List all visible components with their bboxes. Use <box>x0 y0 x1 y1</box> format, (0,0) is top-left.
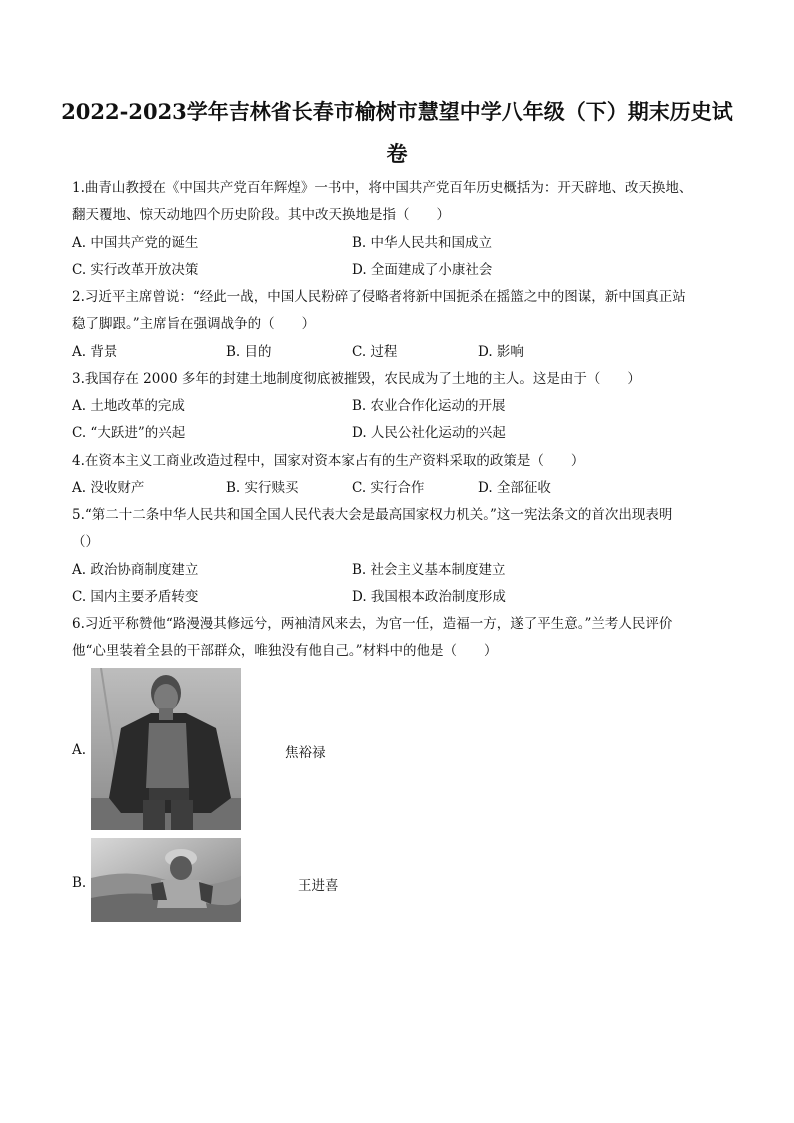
question-5-option-c: C. 国内主要矛盾转变 <box>72 589 199 605</box>
question-1-option-c: C. 实行改革开放决策 <box>72 262 199 278</box>
question-4-option-a: A. 没收财产 <box>72 480 145 496</box>
question-1-option-b: B. 中华人民共和国成立 <box>352 235 493 251</box>
question-5-option-a: A. 政治协商制度建立 <box>72 562 199 578</box>
question-3-line-1: 3.我国存在 2000 多年的封建土地制度彻底被摧毁，农民成为了土地的主人。这是由于（ ） <box>72 371 641 387</box>
question-1-line-1: 1.曲青山教授在《中国共产党百年辉煌》一书中，将中国共产党百年历史概括为：开天辟地、改天换地、 <box>72 180 693 196</box>
question-6-option-b-name: 王进喜 <box>298 878 339 894</box>
question-4-option-c: C. 实行合作 <box>352 480 425 496</box>
question-1-option-a: A. 中国共产党的诞生 <box>72 235 199 251</box>
question-5-line-1: 5.“第二十二条中华人民共和国全国人民代表大会是最高国家权力机关。”这一宪法条文的首次出现表明 <box>72 507 673 523</box>
question-6-line-1: 6.习近平称赞他“路漫漫其修远兮，两袖清风来去，为官一任，造福一方，遂了平生意。”兰考人民评价 <box>72 616 673 632</box>
oil-worker-photo <box>91 838 241 922</box>
question-2-option-b: B. 目的 <box>226 344 272 360</box>
oil-worker-photo-graphic <box>91 838 241 922</box>
question-1-option-d: D. 全面建成了小康社会 <box>352 262 493 278</box>
question-2-option-c: C. 过程 <box>352 344 398 360</box>
question-1-line-2: 翻天覆地、惊天动地四个历史阶段。其中改天换地是指（ ） <box>72 207 450 223</box>
question-3-option-b: B. 农业合作化运动的开展 <box>352 398 506 414</box>
portrait-photo <box>91 668 241 830</box>
question-4-option-b: B. 实行赎买 <box>226 480 299 496</box>
question-4-line-1: 4.在资本主义工商业改造过程中，国家对资本家占有的生产资料采取的政策是（ ） <box>72 453 585 469</box>
question-3-option-a: A. 土地改革的完成 <box>72 398 185 414</box>
question-2-line-1: 2.习近平主席曾说：“经此一战，中国人民粉碎了侵略者将新中国扼杀在摇篮之中的图谋，新中国真正站 <box>72 289 686 305</box>
question-5-option-d: D. 我国根本政治制度形成 <box>352 589 506 605</box>
question-3-option-c: C. “大跃进”的兴起 <box>72 425 186 441</box>
question-6-option-a-name: 焦裕禄 <box>285 745 326 761</box>
question-6-option-b-letter: B. <box>72 875 87 891</box>
exam-title-line-2: 卷 <box>386 141 408 166</box>
question-2-option-a: A. 背景 <box>72 344 118 360</box>
question-5-line-2: （） <box>72 534 99 550</box>
question-5-option-b: B. 社会主义基本制度建立 <box>352 562 506 578</box>
question-4-option-d: D. 全部征收 <box>478 480 551 496</box>
question-2-line-2: 稳了脚跟。”主席旨在强调战争的（ ） <box>72 316 316 332</box>
question-6-option-a-letter: A. <box>72 742 87 758</box>
question-3-option-d: D. 人民公社化运动的兴起 <box>352 425 506 441</box>
question-2-option-d: D. 影响 <box>478 344 524 360</box>
exam-title-line-1: 2022-2023学年吉林省长春市榆树市慧望中学八年级（下）期末历史试 <box>61 99 733 124</box>
question-6-line-2: 他“心里装着全县的干部群众，唯独没有他自己。”材料中的他是（ ） <box>72 643 498 659</box>
portrait-photo-graphic <box>91 668 241 830</box>
